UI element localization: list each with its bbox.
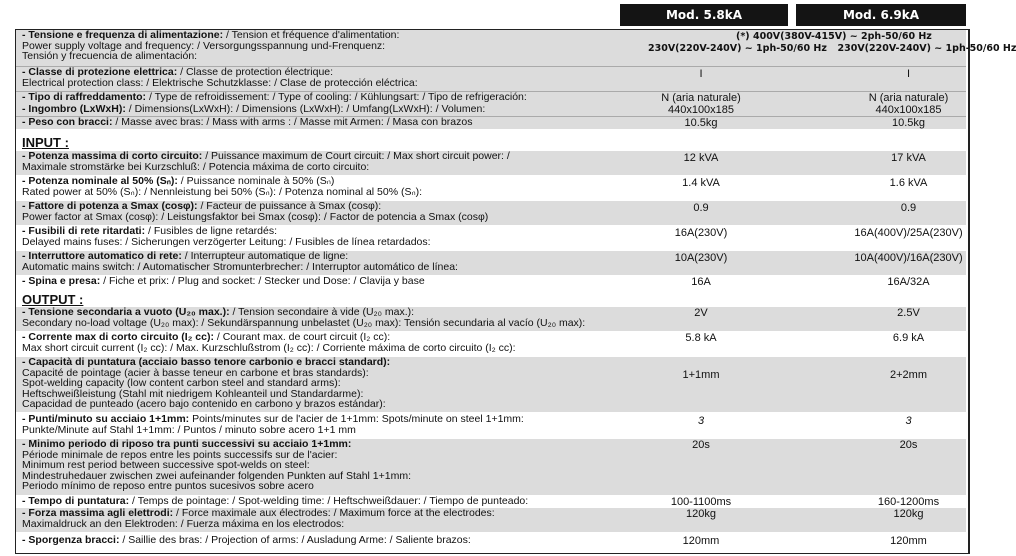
row-spots-per-minute [16, 414, 966, 438]
label-bold: - Spina e presa: [22, 275, 101, 287]
section-title: OUTPUT : [22, 292, 84, 307]
label-rest: / Type de refroidissement: / Type of cooling: / Kühlungsart: / Tipo de refrigeración: [146, 91, 527, 103]
row-label [22, 332, 634, 353]
label-rest: / Tension secondaire à vide (U₂₀ max.): [229, 306, 415, 318]
label-line: Automatic mains switch: / Automatischer Stromunterbrecher: / Interruptor automático de línea: [22, 260, 458, 273]
row-plug [16, 276, 966, 289]
row-mains-switch [16, 251, 966, 275]
value-col-1: 5.8 kA [685, 332, 717, 344]
label-bold: - Tensione secondaria a vuoto (U₂₀ max.): [22, 306, 230, 318]
label-rest: / Classe de protection électrique: [177, 66, 334, 78]
value-col-2: I [906, 68, 911, 80]
label-bold: - Fusibili di rete ritardati: [22, 225, 146, 237]
label-rest: / Dimensions(LxWxH): / Dimensions (LxWxH): / Umfang(LxWxH): / Volumen: [125, 103, 486, 115]
value-col-2: 120mm [890, 535, 927, 547]
row-label [22, 357, 634, 410]
value-col-2: 16A/32A [887, 276, 930, 288]
label-line: Power factor at Smax (cosφ): / Leistungsfaktor bei Smax (cosφ): / Factor de potencia a Smax (cosφ) [22, 210, 489, 223]
label-bold: - Tensione e frequenza di alimentazione: [22, 29, 224, 41]
value-col-2: 440x100x185 [875, 104, 942, 116]
value-col-2: 2.5V [897, 307, 920, 319]
label-bold: - Potenza massima di corto circuito: [22, 150, 203, 162]
label-line: Maximaldruck an den Elektroden: / Fuerza máxima en los electrodos: [22, 517, 345, 530]
header-col-2: Mod. 6.9kA [796, 4, 966, 26]
row-weight [16, 117, 966, 129]
label-line: Capacité de pointage (acier à basse teneur en carbone et bras standards): [22, 366, 369, 379]
row-class [16, 67, 966, 91]
section-input [16, 135, 966, 151]
label-line: Electrical protection class: / Elektrische Schutzklasse: / Clase de protección eléctrica: [22, 76, 418, 89]
label-line: Spot-welding capacity (low content carbon steel and standard arms): [22, 377, 341, 390]
row-label [22, 226, 634, 247]
value-col-2: 16A(400V)/25A(230V) [854, 227, 963, 239]
label-bold: - Fattore di potenza a Smax (cosφ): [22, 200, 198, 212]
row-arm-reach [16, 533, 966, 550]
label-line: Delayed mains fuses: / Sicherungen verzögerter Leitung: / Fusibles de línea retardados: [22, 235, 431, 248]
row-electrode-force [16, 508, 966, 532]
value-col-1: 440x100x185 [667, 104, 735, 116]
row-label [22, 67, 634, 88]
value-col-2: 6.9 kA [892, 332, 925, 344]
supply-value-c: 230V(220V-240V) ~ 1ph-50/60 Hz [837, 43, 1016, 54]
label-rest: / Courant max. de court circuit (I₂ cc): [213, 331, 391, 343]
value-col-2: 3 [905, 415, 912, 427]
label-bold: - Forza massima agli elettrodi: [22, 507, 174, 519]
header-col-1: Mod. 5.8kA [620, 4, 788, 26]
label-line: Punkte/Minute auf Stahl 1+1mm: / Puntos / minuto sobre acero 1+1 mm [22, 423, 356, 436]
supply-value-a: 400V(380V-415V) ~ 2ph-50/60 Hz [752, 31, 932, 42]
value-col-1: 16A [691, 276, 711, 288]
value-col-2: 160-1200ms [877, 496, 940, 508]
row-power-max [16, 151, 966, 175]
value-col-1: 120kg [686, 508, 716, 520]
value-col-1: 16A(230V) [674, 227, 728, 239]
label-bold: - Tipo di raffreddamento: [22, 91, 147, 103]
value-col-2: 120kg [893, 508, 924, 520]
label-line: Heftschweißleistung (Stahl mit niedrigem Kohleanteil und Standardarme): [22, 387, 364, 400]
label-rest: / Puissance nominale à 50% (Sₙ) [177, 175, 335, 187]
value-col-2: 17 kVA [891, 152, 926, 164]
row-label [22, 439, 634, 492]
label-rest: / Interrupteur automatique de ligne: [181, 250, 349, 262]
label-rest: / Fusibles de ligne retardés: [145, 225, 278, 237]
value-col-1: 100-1100ms [670, 496, 732, 508]
label-rest: / Temps de pointage: / Spot-welding time: / Heftschweißdauer: / Tiempo de punteado: [129, 495, 529, 507]
value-col-1: 20s [692, 439, 710, 451]
label-bold: - Capacità di puntatura (acciaio basso tenore carbonio e bracci standard): [22, 356, 391, 368]
label-rest: / Facteur de puissance à Smax (cosφ): [197, 200, 382, 212]
value-col-2: 1.6 kVA [889, 177, 928, 189]
row-label [22, 535, 634, 546]
value-col-1: N (aria naturale) [661, 92, 741, 104]
label-rest: / Masse avec bras: / Mass with arms : / Masse mit Armen: / Masa con brazos [112, 116, 473, 128]
value-col-1: 1.4 kVA [682, 177, 720, 189]
value-col-1: 120mm [682, 535, 720, 547]
label-line: Periodo mínimo de reposo entre puntos sucesivos sobre acero [22, 480, 314, 493]
label-bold: - Interruttore automatico di rete: [22, 250, 182, 262]
row-label [22, 104, 634, 115]
value-col-2: N (aria naturale) [868, 92, 949, 104]
row-label [22, 201, 634, 222]
label-rest: / Puissance maximum de Court circuit: / Max short circuit power: / [202, 150, 510, 162]
row-power-factor [16, 201, 966, 225]
label-rest: Points/minutes sur de l'acier de 1+1mm: Spots/minute on steel 1+1mm: [189, 413, 524, 425]
row-label [22, 251, 634, 272]
row-label [22, 276, 634, 287]
label-bold: - Sporgenza bracci: [22, 534, 120, 546]
label-line: Rated power at 50% (Sₙ): / Nennleistung bei 50% (Sₙ): / Potenza nominal al 50% (Sₙ): [22, 185, 423, 198]
label-bold: - Classe di protezione elettrica: [22, 66, 178, 78]
value-col-1: 12 kVA [683, 152, 719, 164]
label-line: Tensión y frecuencia de alimentación: [22, 50, 198, 63]
value-col-2: 10.5kg [891, 117, 926, 129]
label-bold: - Punti/minuto su acciaio 1+1mm: [22, 413, 190, 425]
supply-value-b: 230V(220V-240V) ~ 1ph-50/60 Hz [648, 43, 827, 54]
row-welding-capacity [16, 357, 966, 412]
row-label [22, 307, 634, 328]
label-line: Période minimale de repos entre les points successifs sur de l'acier: [22, 448, 338, 461]
label-line: Max short circuit current (I₂ cc): / Max. Kurzschlußstrom (I₂ cc): / Corriente máxima de corto circuito (I₂ cc): [22, 341, 516, 354]
label-rest: / Saillie des bras: / Projection of arms: / Ausladung Arme: / Saliente brazos: [119, 534, 471, 546]
value-col-2: 2+2mm [890, 369, 927, 381]
label-bold: - Peso con bracci: [22, 116, 113, 128]
label-rest: / Force maximale aux électrodes: / Maximum force at the electrodes: [173, 507, 495, 519]
row-rest-period [16, 439, 966, 495]
label-bold: - Tempo di puntatura: [22, 495, 130, 507]
note-mark: (*) [736, 31, 750, 42]
section-output [16, 292, 966, 307]
section-title: INPUT : [22, 135, 69, 150]
label-line: Maximale stromstärke bei Kurzschluß: / Potencia máxima de corto circuito: [22, 160, 370, 173]
value-col-2: 0.9 [900, 202, 917, 214]
row-secondary-voltage [16, 307, 966, 331]
label-rest: / Tension et fréquence d'alimentation: [223, 29, 400, 41]
value-col-1: 0.9 [693, 202, 709, 214]
row-supply [16, 29, 1016, 66]
value-col-1: 2V [694, 307, 708, 319]
value-col-2: 20s [899, 439, 918, 451]
value-col-2: 10A(400V)/16A(230V) [854, 252, 963, 264]
row-label [22, 414, 634, 435]
row-label [22, 176, 634, 197]
label-line: Power supply voltage and frequency: / Versorgungsspannung und-Frenquenz: [22, 39, 386, 52]
row-label [22, 92, 634, 103]
label-bold: - Corrente max di corto circuito (I₂ cc): [22, 331, 214, 343]
label-line: Mindestruhedauer zwischen zwei aufeinander folgenden Punkten auf Stahl 1+1mm: [22, 469, 412, 482]
value-col-1: 10.5kg [684, 117, 718, 129]
row-dimensions [16, 104, 966, 116]
value-col-1: 1+1mm [682, 369, 720, 381]
value-col-1: 10A(230V) [674, 252, 728, 264]
row-short-circuit-current [16, 332, 966, 356]
label-bold: - Minimo periodo di riposo tra punti successivi su acciaio 1+1mm: [22, 438, 352, 450]
label-line: Secondary no-load voltage (U₂₀ max): / Sekundärspannung unbelastet (U₂₀ max): Tensión secundaria al vacío (U₂₀ max): [22, 316, 586, 329]
row-label [22, 151, 634, 172]
row-label [22, 508, 634, 529]
label-bold: - Ingombro (LxWxH): [22, 103, 126, 115]
row-label [22, 496, 634, 507]
row-label [22, 30, 634, 62]
row-label [22, 117, 634, 128]
value-col-1: I [699, 68, 703, 80]
label-rest: / Fiche et prix: / Plug and socket: / Stecker und Dose: / Clavija y base [100, 275, 425, 287]
label-bold: - Potenza nominale al 50% (Sₙ): [22, 175, 178, 187]
row-fuses [16, 226, 966, 250]
row-power-nominal [16, 176, 966, 200]
label-line: Minimum rest period between successive spot-welds on steel: [22, 459, 310, 472]
label-line: Capacidad de punteado (acero bajo contenido en carbono y brazos estándar): [22, 398, 386, 411]
value-col-1: 3 [697, 415, 705, 427]
